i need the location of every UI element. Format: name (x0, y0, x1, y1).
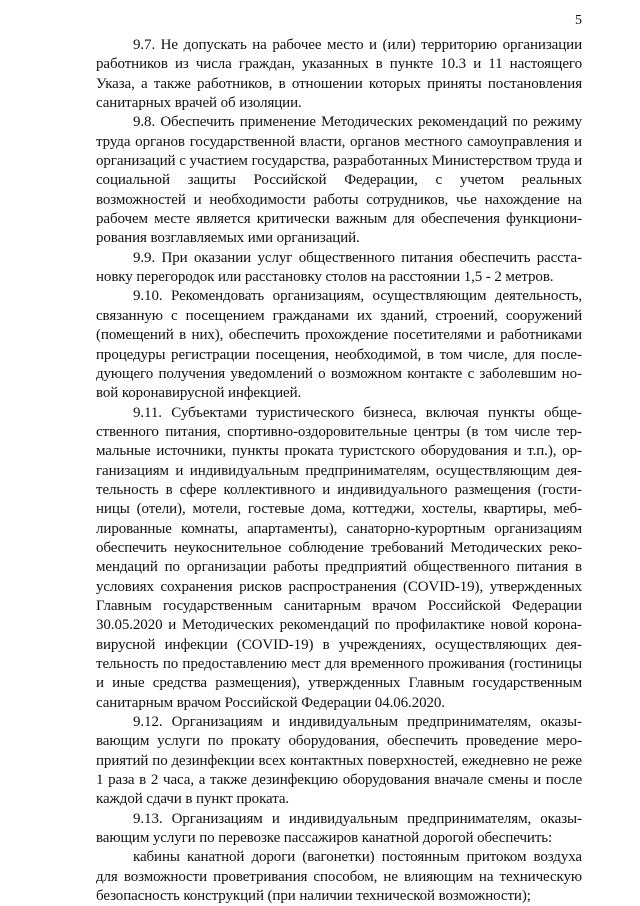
paragraph-9-9: 9.9. При оказании услуг общественного питания обеспечить расстановку перегородок или расстановку столов на расстоянии 1,5 - 2 метров. (96, 249, 582, 286)
page-number: 5 (575, 13, 582, 28)
paragraph-9-12: 9.12. Организациям и индивидуальным предпринимателям, оказывающим услуги по прокату оборудования, обеспечить проведение мероприятий по дезинфекции всех контактных поверхностей, ежедневно не реже 1 раза в 2 часа, а также дезинфекцию оборудования вначале смены и после каждой сдачи в пункт проката. (96, 714, 582, 808)
paragraph-9-13: 9.13. Организациям и индивидуальным предпринимателям, оказывающим услуги по перевозке пассажиров канатной дорогой обеспечить: (96, 810, 582, 847)
paragraph-cable-car-cabins: кабины канатной дороги (вагонетки) постоянным притоком воздуха для возможности проветривания способом, не влияющим на техническую безопасность конструкций (при наличии технической возможности); (96, 849, 582, 905)
paragraph-9-11: 9.11. Субъектами туристического бизнеса, включая пункты общественного питания, спортивно-оздоровительные центры (в том числе термальные источники, пункты проката туристского оборудования и т.п.), организациям и индивидуальным предпринимателям, осуществляющим деятельность в сфере коллективного и индивидуального размещения (гостиницы (отели), мотели, гостевые дома, коттеджи, хостелы, квартиры, меблированные комнаты, апартаменты), санаторно-курортным организациям обеспечить неукоснительное соблюдение требований Методических рекомендаций по организации работы предприятий общественного питания в условиях сохранения рисков распространения (COVID-19), утвержденных Главным государственным санитарным врачом Российской Федерации 30.05.2020 и Методических рекомендаций по профилактике новой коронавирусной инфекции (COVID-19) в учреждениях, осуществляющих деятельность по предоставлению мест для временного проживания (гостиницы и иные средства размещения), утвержденных Главным государственным санитарным врачом Российской Федерации 04.06.2020. (96, 404, 582, 711)
paragraph-9-10: 9.10. Рекомендовать организациям, осуществляющим деятельность, связанную с посещением гражданами их зданий, строений, сооружений (помещений в них), обеспечить прохождение посетителями и работниками процедуры регистрации посещения, необходимой, в том числе, для последующего получения уведомлений о возможном контакте с заболевшим новой коронавирусной инфекцией. (96, 288, 582, 402)
paragraph-9-8: 9.8. Обеспечить применение Методических рекомендаций по режиму труда органов государственной власти, органов местного самоуправления и организаций с участием государства, разработанных Министерством труда и социальной защиты Российской Федерации, с учетом реальных возможностей и необходимости работы сотрудников, чье нахождение на рабочем месте является критически важным для обеспечения функционирования возглавляемых ими организаций. (96, 114, 582, 247)
paragraph-9-7: 9.7. Не допускать на рабочее место и (или) территорию организации работников из числа граждан, указанных в пункте 10.3 и 11 настоящего Указа, а также работников, в отношении которых приняты постановления санитарных врачей об изоляции. (96, 37, 582, 112)
document-body (96, 36, 582, 906)
